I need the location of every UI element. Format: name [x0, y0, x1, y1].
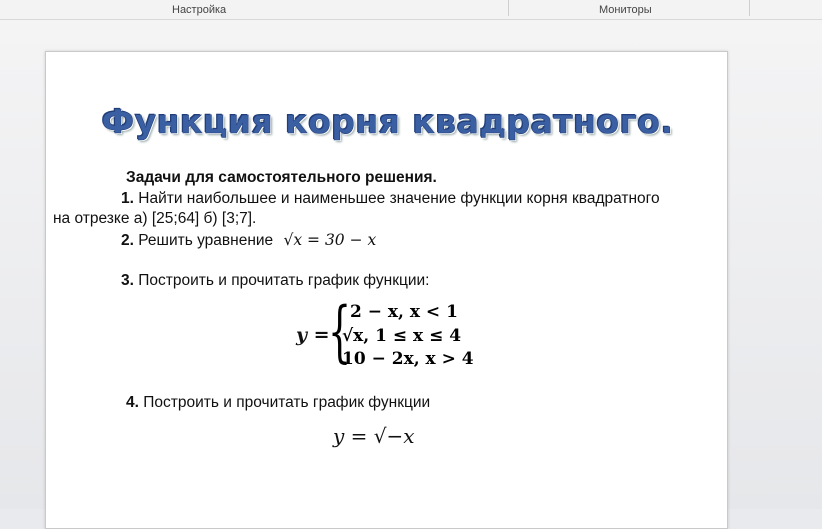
ribbon-divider: [508, 0, 509, 16]
piecewise-case-2: √x, 1 ≤ x ≤ 4: [342, 326, 462, 346]
task-4-text: Построить и прочитать график функции: [143, 394, 431, 411]
task-1-text: Найти наибольшее и наименьшее значение функции корня квадратного: [138, 190, 660, 207]
piecewise-lhs: y =: [296, 324, 330, 346]
task-3[interactable]: [121, 272, 429, 290]
slide-workspace: [0, 20, 822, 509]
ribbon-divider: [749, 0, 750, 16]
task-2-text: Решить уравнение: [138, 232, 274, 249]
task-1-line-2[interactable]: на отрезке а) [25;64] б) [3;7].: [53, 210, 257, 227]
piecewise-case-3: 10 − 2x, x > 4: [342, 349, 474, 369]
tasks-heading[interactable]: Задачи для самостоятельного решения.: [126, 169, 437, 186]
task-4[interactable]: [126, 394, 430, 412]
left-brace-icon: {: [328, 293, 352, 370]
ribbon-group-setup-label: Настройка: [172, 4, 227, 16]
task-1-line-1[interactable]: [121, 190, 660, 208]
task-4-equation[interactable]: y = √−x: [333, 424, 415, 448]
ribbon-group-monitors-label: Мониторы: [599, 4, 652, 16]
task-2[interactable]: [121, 231, 376, 250]
task-1-number: 1.: [121, 190, 134, 207]
task-2-number: 2.: [121, 232, 134, 249]
task-2-equation: √x = 30 − x: [283, 231, 377, 249]
task-3-text: Построить и прочитать график функции:: [138, 272, 430, 289]
piecewise-case-1: 2 − x, x < 1: [350, 302, 458, 322]
ribbon-bar: [0, 0, 822, 20]
task-4-number: 4.: [126, 394, 139, 411]
task-3-number: 3.: [121, 272, 134, 289]
slide-canvas[interactable]: [45, 51, 728, 529]
slide-title[interactable]: Функция корня квадратного.: [101, 102, 674, 141]
